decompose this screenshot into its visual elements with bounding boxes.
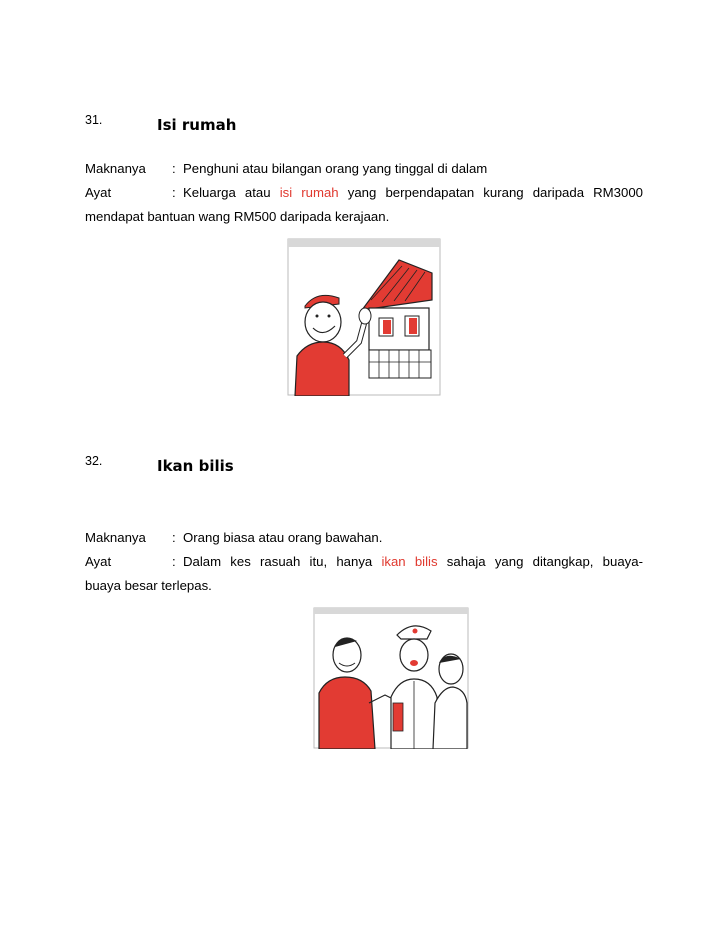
entry-number: 32. [85, 454, 103, 468]
ayat-label: Ayat [85, 185, 112, 200]
ayat-text-before: Dalam kes rasuah itu, hanya [183, 554, 373, 569]
colon: : [172, 161, 176, 176]
colon: : [172, 530, 176, 545]
ayat-highlight: isi rumah [279, 185, 339, 200]
entry-title: Ikan bilis [157, 457, 234, 475]
ayat-continuation: mendapat bantuan wang RM500 daripada kerajaan. [85, 209, 390, 224]
ayat-label: Ayat [85, 554, 112, 569]
makna-label: Maknanya [85, 530, 146, 545]
entry-32 [85, 454, 643, 598]
makna-row [85, 526, 643, 550]
makna-text: Orang biasa atau orang bawahan. [183, 530, 383, 545]
colon: : [172, 185, 176, 200]
entry-heading [85, 454, 643, 484]
makna-text: Penghuni atau bilangan orang yang tinggal di dalam [183, 161, 488, 176]
ayat-text-after: yang berpendapatan kurang daripada RM3000 [347, 185, 644, 200]
entry-heading [85, 113, 643, 143]
ayat-text-before: Keluarga atau [183, 185, 271, 200]
ayat-row [85, 550, 643, 574]
ayat-continuation: buaya besar terlepas. [85, 578, 212, 593]
man-waving-at-house-illustration [287, 238, 441, 396]
makna-label: Maknanya [85, 161, 146, 176]
ayat-text [85, 550, 643, 574]
man-pointing-at-officer-illustration [313, 607, 469, 749]
entry-31 [85, 113, 643, 229]
ayat-highlight: ikan bilis [381, 554, 438, 569]
entry-number: 31. [85, 113, 103, 127]
makna-row [85, 157, 643, 181]
entry-title: Isi rumah [157, 116, 237, 134]
ayat-text [85, 181, 643, 205]
ayat-row [85, 181, 643, 205]
ayat-text-after: sahaja yang ditangkap, buaya- [446, 554, 643, 569]
colon: : [172, 554, 176, 569]
